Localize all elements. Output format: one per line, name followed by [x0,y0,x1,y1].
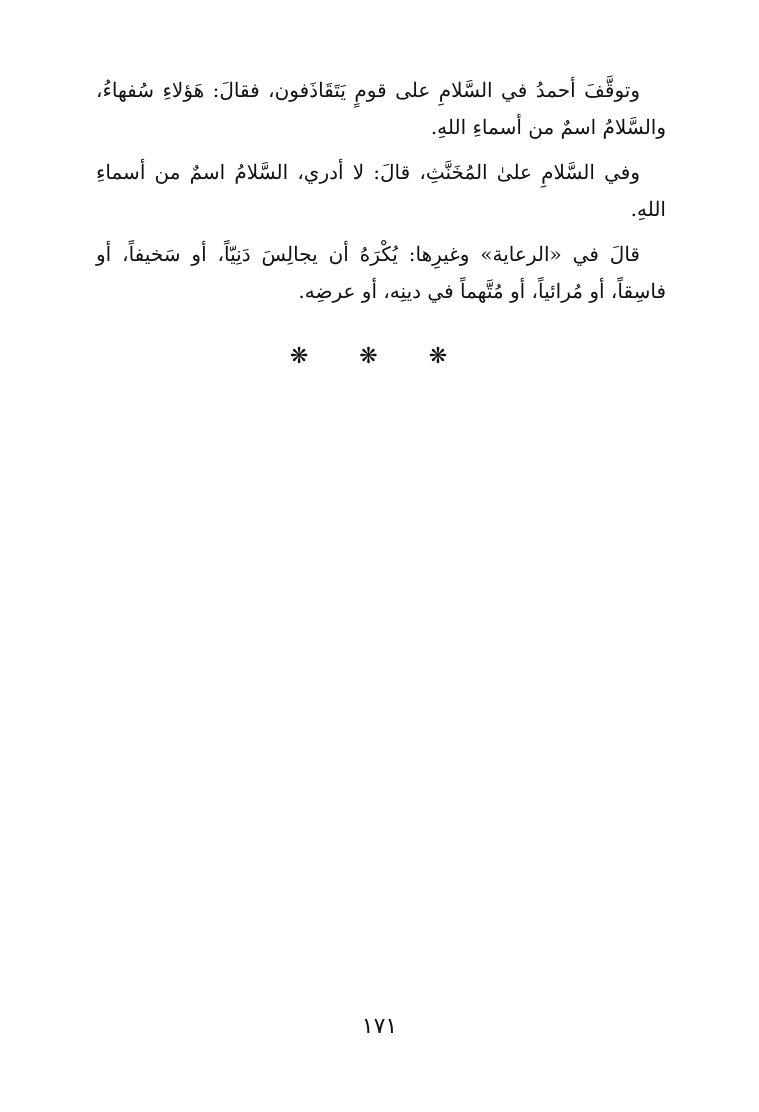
paragraph-1: وتوقَّفَ أحمدُ في السَّلامِ على قومٍ يَتَقَاذَفون، فقالَ: هَؤلاءِ سُفهاءُ، والسَّلامُ اسمٌ من أسماءِ اللهِ. [96,78,666,139]
paragraph-2: وفي السَّلامِ علىٰ المُخَنَّثِ، قالَ: لا أدري، السَّلامُ اسمٌ من أسماءِ اللهِ. [96,160,666,221]
paragraph-3: قالَ في «الرعاية» وغيرِها: يُكْرَهُ أن يجالِسَ دَنِيّاً، أو سَخيفاً، أو فاسِقاً، أو مُرائياً، أو مُتَّهماً في دينِه، أو عرضِه. [96,242,666,303]
page-number: ١٧١ [361,1014,398,1039]
main-text-block [96,72,666,318]
section-separator: ❋ ❋ ❋ [289,344,470,369]
